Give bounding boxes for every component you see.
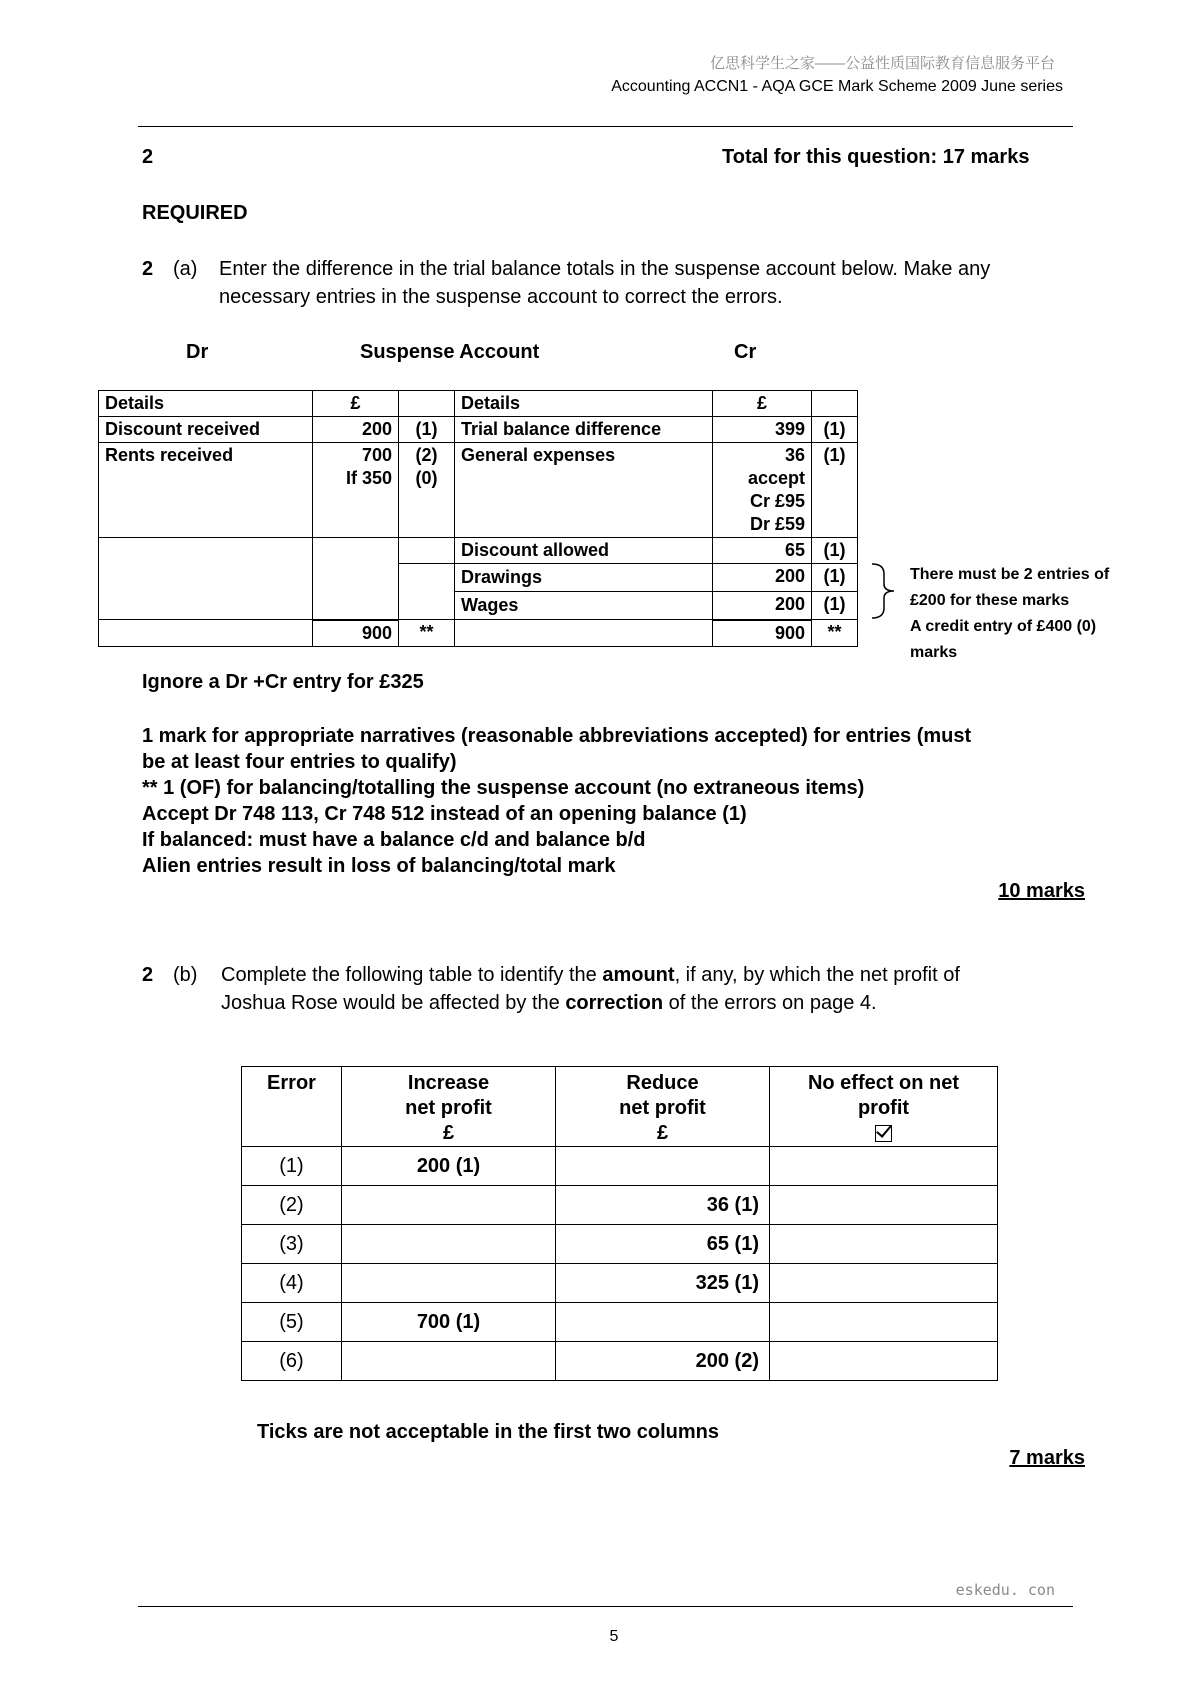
part-b-number: 2 <box>142 964 154 986</box>
mark: (1) <box>812 538 858 564</box>
total-amount-cr: 900 <box>713 620 812 647</box>
part-a-text-line2: necessary entries in the suspense account to correct the errors. <box>219 286 783 308</box>
mark-header-cr <box>812 391 858 417</box>
error-cell: (5) <box>242 1303 342 1342</box>
table-row <box>242 1264 998 1303</box>
increase-cell: 700 (1) <box>342 1303 556 1342</box>
no-effect-cell <box>770 1342 998 1381</box>
mark-header-dr <box>399 391 455 417</box>
empty-cell <box>99 620 313 647</box>
no-effect-cell <box>770 1264 998 1303</box>
brace-icon <box>868 562 902 620</box>
no-effect-cell <box>770 1186 998 1225</box>
mark: (1) <box>812 443 858 538</box>
error-cell: (4) <box>242 1264 342 1303</box>
reduce-cell <box>556 1147 770 1186</box>
no-effect-cell <box>770 1225 998 1264</box>
increase-cell <box>342 1225 556 1264</box>
empty-cell <box>399 538 455 564</box>
header-title: Accounting ACCN1 - AQA GCE Mark Scheme 2009 June series <box>611 78 1063 95</box>
table-row <box>242 1147 998 1186</box>
entry-rents-received: Rents received <box>99 443 313 538</box>
pound-header-cr: £ <box>713 391 812 417</box>
empty-cell <box>99 538 313 620</box>
details-header-cr: Details <box>455 391 713 417</box>
header-site-name: 亿思科学生之家——公益性质国际教育信息服务平台 <box>709 55 1055 72</box>
page-number: 5 <box>609 1628 619 1645</box>
error-header: Error <box>242 1067 342 1147</box>
suspense-account-table <box>98 390 858 647</box>
amount: 700 If 350 <box>313 443 399 538</box>
entry-general-expenses: General expenses <box>455 443 713 538</box>
error-cell: (6) <box>242 1342 342 1381</box>
required-heading: REQUIRED <box>142 202 248 224</box>
no-effect-cell <box>770 1303 998 1342</box>
footer-watermark: eskedu. con <box>955 1581 1055 1599</box>
reduce-cell: 200 (2) <box>556 1342 770 1381</box>
part-a-marks: 10 marks <box>998 880 1085 902</box>
reduce-cell <box>556 1303 770 1342</box>
footer-rule <box>138 1606 1073 1607</box>
reduce-header: Reduce net profit £ <box>556 1067 770 1147</box>
empty-cell <box>455 620 713 647</box>
net-profit-table <box>241 1066 998 1381</box>
table-header-row <box>242 1067 998 1147</box>
increase-cell: 200 (1) <box>342 1147 556 1186</box>
mark: (1) <box>812 564 858 592</box>
part-b-marks: 7 marks <box>1009 1447 1085 1469</box>
entry-trial-balance-difference: Trial balance difference <box>455 417 713 443</box>
dr-label: Dr <box>186 341 209 363</box>
total-amount-dr: 900 <box>313 620 399 647</box>
no-effect-cell <box>770 1147 998 1186</box>
reduce-cell: 36 (1) <box>556 1186 770 1225</box>
amount: 36 accept Cr £95 Dr £59 <box>713 443 812 538</box>
increase-header: Increase net profit £ <box>342 1067 556 1147</box>
cr-label: Cr <box>734 341 757 363</box>
amount: 399 <box>713 417 812 443</box>
table-row <box>99 443 858 538</box>
no-effect-header: No effect on net profit <box>770 1067 998 1147</box>
increase-cell <box>342 1264 556 1303</box>
mark: (1) <box>812 592 858 620</box>
increase-cell <box>342 1342 556 1381</box>
amount: 200 <box>713 592 812 620</box>
question-number: 2 <box>142 146 154 168</box>
marking-notes: 1 mark for appropriate narratives (reasonable abbreviations accepted) for entries (must be at least four entries to qualify) ** 1 (OF) for balancing/totalling the suspense account (no extraneous items) Accept Dr 748 113, Cr 748 512 instead of an opening balance (1) If balanced: must have a balance c/d and balance b/d Alien entries result in loss of balancing/total mark <box>142 725 972 877</box>
header-rule <box>138 126 1073 127</box>
empty-cell <box>313 538 399 620</box>
amount: 200 <box>713 564 812 592</box>
entry-discount-allowed: Discount allowed <box>455 538 713 564</box>
total-mark-cr: ** <box>812 620 858 647</box>
mark: (1) <box>399 417 455 443</box>
error-cell: (2) <box>242 1186 342 1225</box>
table-header-row <box>99 391 858 417</box>
side-note: There must be 2 entries of £200 for these marks A credit entry of £400 (0) marks <box>910 566 1110 661</box>
amount: 200 <box>313 417 399 443</box>
part-b-text-line1: Complete the following table to identify the amount, if any, by which the net profit of <box>221 964 960 986</box>
ticks-note: Ticks are not acceptable in the first two columns <box>257 1421 719 1443</box>
checkbox-tick-icon <box>875 1125 892 1142</box>
reduce-cell: 65 (1) <box>556 1225 770 1264</box>
table-row <box>242 1225 998 1264</box>
question-total: Total for this question: 17 marks <box>722 146 1030 168</box>
table-row <box>99 417 858 443</box>
mark: (2) (0) <box>399 443 455 538</box>
pound-header-dr: £ <box>313 391 399 417</box>
table-row <box>242 1342 998 1381</box>
mark: (1) <box>812 417 858 443</box>
empty-cell <box>399 564 455 620</box>
entry-discount-received: Discount received <box>99 417 313 443</box>
part-a-label: (a) <box>173 258 198 280</box>
account-title: Suspense Account <box>360 341 540 363</box>
reduce-cell: 325 (1) <box>556 1264 770 1303</box>
total-row <box>99 620 858 647</box>
entry-drawings: Drawings <box>455 564 713 592</box>
table-row <box>99 538 858 564</box>
part-a-number: 2 <box>142 258 154 280</box>
entry-wages: Wages <box>455 592 713 620</box>
increase-cell <box>342 1186 556 1225</box>
part-b-label: (b) <box>173 964 198 986</box>
table-row <box>242 1186 998 1225</box>
amount: 65 <box>713 538 812 564</box>
total-mark-dr: ** <box>399 620 455 647</box>
part-a-text-line1: Enter the difference in the trial balance totals in the suspense account below. Make any <box>219 258 991 280</box>
details-header-dr: Details <box>99 391 313 417</box>
table-row <box>242 1303 998 1342</box>
error-cell: (1) <box>242 1147 342 1186</box>
error-cell: (3) <box>242 1225 342 1264</box>
part-b-text-line2: Joshua Rose would be affected by the correction of the errors on page 4. <box>221 992 877 1014</box>
ignore-note: Ignore a Dr +Cr entry for £325 <box>142 671 424 693</box>
